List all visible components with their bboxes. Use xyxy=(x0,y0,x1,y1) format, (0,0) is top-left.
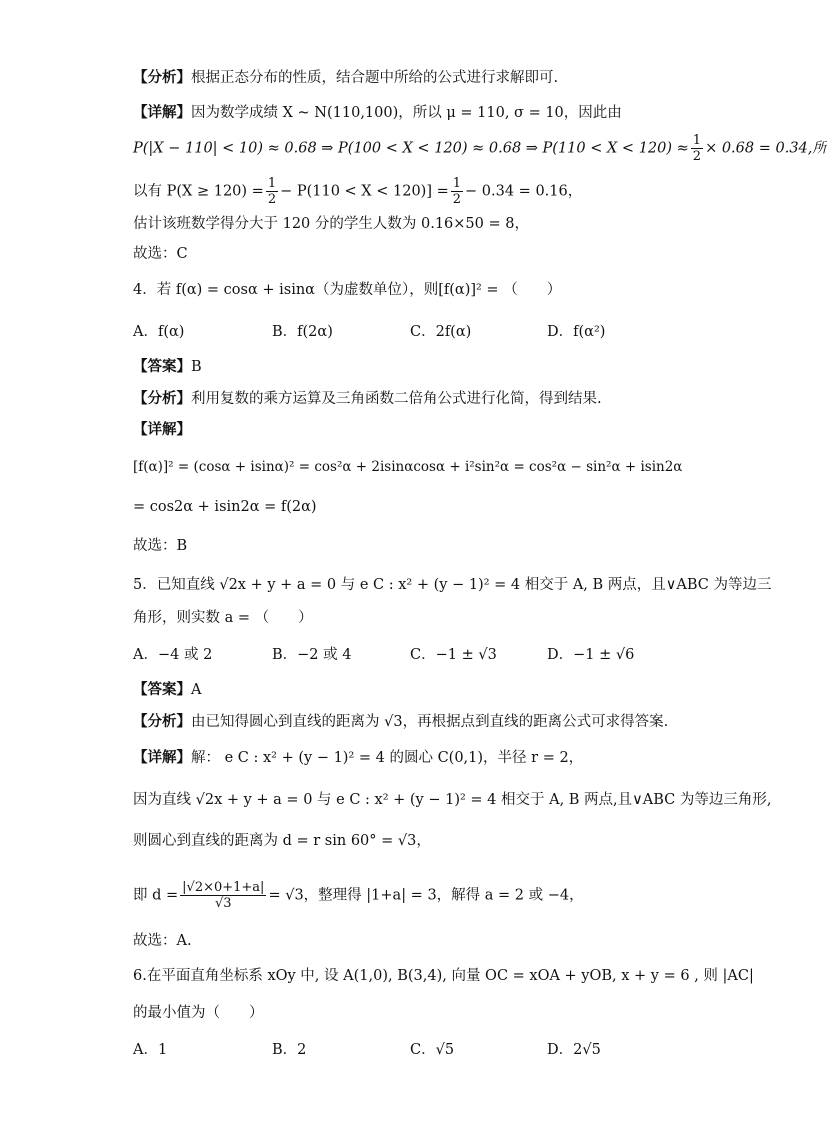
detail-tag-q5: 【详解】 xyxy=(133,750,191,766)
q5-option-c: C．−1 ± √3 xyxy=(410,647,497,663)
distance-fraction xyxy=(180,880,266,911)
q4-option-a: A．f(α) xyxy=(133,324,185,340)
q5-line-4 xyxy=(133,880,584,911)
q4-answer xyxy=(133,357,202,377)
q5-stem-1: 5．已知直线 √2x + y + a = 0 与 e C : x² + (y − 1)² = 4 相交于 A, B 两点，且∨ABC 为等边三 xyxy=(133,577,772,593)
half-num: 1 xyxy=(692,133,702,148)
distance-num: |√2×0+1+a| xyxy=(182,880,265,895)
q4-detail-tag xyxy=(133,420,191,440)
answer-tag-q5: 【答案】 xyxy=(133,682,191,698)
analysis-tag-q4: 【分析】 xyxy=(133,391,191,407)
q3-detail-2a: P(|X − 110| < 10) ≈ 0.68 ⇒ P(100 < X < 120) ≈ 0.68 ⇒ P(110 < X < 120) ≈ xyxy=(133,140,689,157)
q5-line-3: 则圆心到直线的距离为 d = r sin 60° = √3， xyxy=(133,833,431,849)
analysis-tag-q5: 【分析】 xyxy=(133,714,191,730)
analysis-tag: 【分析】 xyxy=(133,70,191,86)
q6-option-a: A．1 xyxy=(133,1042,168,1058)
q5-stem-2: 角形，则实数 a = （ ） xyxy=(133,610,313,626)
q4-analysis-text: 利用复数的乘方运算及三角函数二倍角公式进行化简，得到结果. xyxy=(191,391,602,407)
q3-choice: 故选：C xyxy=(133,246,188,262)
q4-option-b: B．f(2α) xyxy=(272,324,333,340)
q5-line-2: 因为直线 √2x + y + a = 0 与 e C : x² + (y − 1)² = 4 相交于 A, B 两点,且∨ABC 为等边三角形, xyxy=(133,792,772,808)
q3-detail-3 xyxy=(133,176,582,207)
q3-detail-3b: − P(110 < X < 120)] = xyxy=(280,183,449,200)
q3-analysis xyxy=(133,68,558,88)
q5-answer-value: A xyxy=(191,682,202,698)
q6-stem-1: 6.在平面直角坐标系 xOy 中, 设 A(1,0), B(3,4), 向量 OC = xOA + yOB, x + y = 6 , 则 |AC| xyxy=(133,968,754,984)
q4-stem: 4．若 f(α) = cosα + isinα（为虚数单位），则[f(α)]² = （ ） xyxy=(133,282,562,298)
half-num-3: 1 xyxy=(452,176,462,191)
half-den-3: 2 xyxy=(452,192,462,207)
q5-option-b: B．−2 或 4 xyxy=(272,647,352,663)
q4-choice: 故选：B xyxy=(133,538,188,554)
q5-choice: 故选：A. xyxy=(133,933,192,949)
q4-option-d: D．f(α²) xyxy=(547,324,606,340)
half-fraction xyxy=(691,133,703,164)
q4-work-1: [f(α)]² = (cosα + isinα)² = cos²α + 2isinαcosα + i²sin²α = cos²α − sin²α + isin2α xyxy=(133,459,683,475)
q3-detail-1 xyxy=(133,103,622,123)
half-fraction-3 xyxy=(451,176,463,207)
half-num-2: 1 xyxy=(267,176,277,191)
q5-option-d: D．−1 ± √6 xyxy=(547,647,635,663)
answer-tag: 【答案】 xyxy=(133,359,191,375)
q5-answer xyxy=(133,680,201,700)
q3-analysis-text: 根据正态分布的性质，结合题中所给的公式进行求解即可. xyxy=(191,70,559,86)
q3-detail-2b: × 0.68 = 0.34,所 xyxy=(705,140,827,157)
q5-line-4b: = √3，整理得 |1+a| = 3，解得 a = 2 或 −4， xyxy=(268,887,584,904)
q5-line-4a: 即 d = xyxy=(133,887,179,904)
q5-analysis-text: 由已知得圆心到直线的距离为 √3，再根据点到直线的距离公式可求得答案. xyxy=(191,714,669,730)
q6-option-c: C．√5 xyxy=(410,1042,455,1058)
q6-option-d: D．2√5 xyxy=(547,1042,601,1058)
q5-detail-1 xyxy=(133,748,583,768)
q3-detail-2 xyxy=(133,133,827,164)
q6-option-b: B．2 xyxy=(272,1042,307,1058)
q4-analysis xyxy=(133,389,602,409)
distance-den: √3 xyxy=(215,896,232,911)
half-den: 2 xyxy=(692,149,702,164)
q5-option-a: A．−4 或 2 xyxy=(133,647,213,663)
q4-answer-value: B xyxy=(191,359,202,375)
q5-detail-1-text: 解： e C : x² + (y − 1)² = 4 的圆心 C(0,1)，半径 r = 2， xyxy=(191,750,584,766)
half-den-2: 2 xyxy=(267,192,277,207)
q3-detail-4: 估计该班数学得分大于 120 分的学生人数为 0.16×50 = 8， xyxy=(133,216,529,232)
q3-detail-3a: 以有 P(X ≥ 120) = xyxy=(133,183,264,200)
q4-option-c: C．2f(α) xyxy=(410,324,472,340)
q5-analysis xyxy=(133,712,668,732)
q4-work-2: = cos2α + isin2α = f(2α) xyxy=(133,499,317,515)
q3-detail-3c: − 0.34 = 0.16， xyxy=(465,183,583,200)
detail-tag: 【详解】 xyxy=(133,105,191,121)
half-fraction-2 xyxy=(266,176,278,207)
detail-tag-q4: 【详解】 xyxy=(133,422,191,438)
q6-stem-2: 的最小值为（ ） xyxy=(133,1005,264,1021)
q3-detail-1-text: 因为数学成绩 X ~ N(110,100)，所以 μ = 110, σ = 10，因此由 xyxy=(191,105,622,121)
